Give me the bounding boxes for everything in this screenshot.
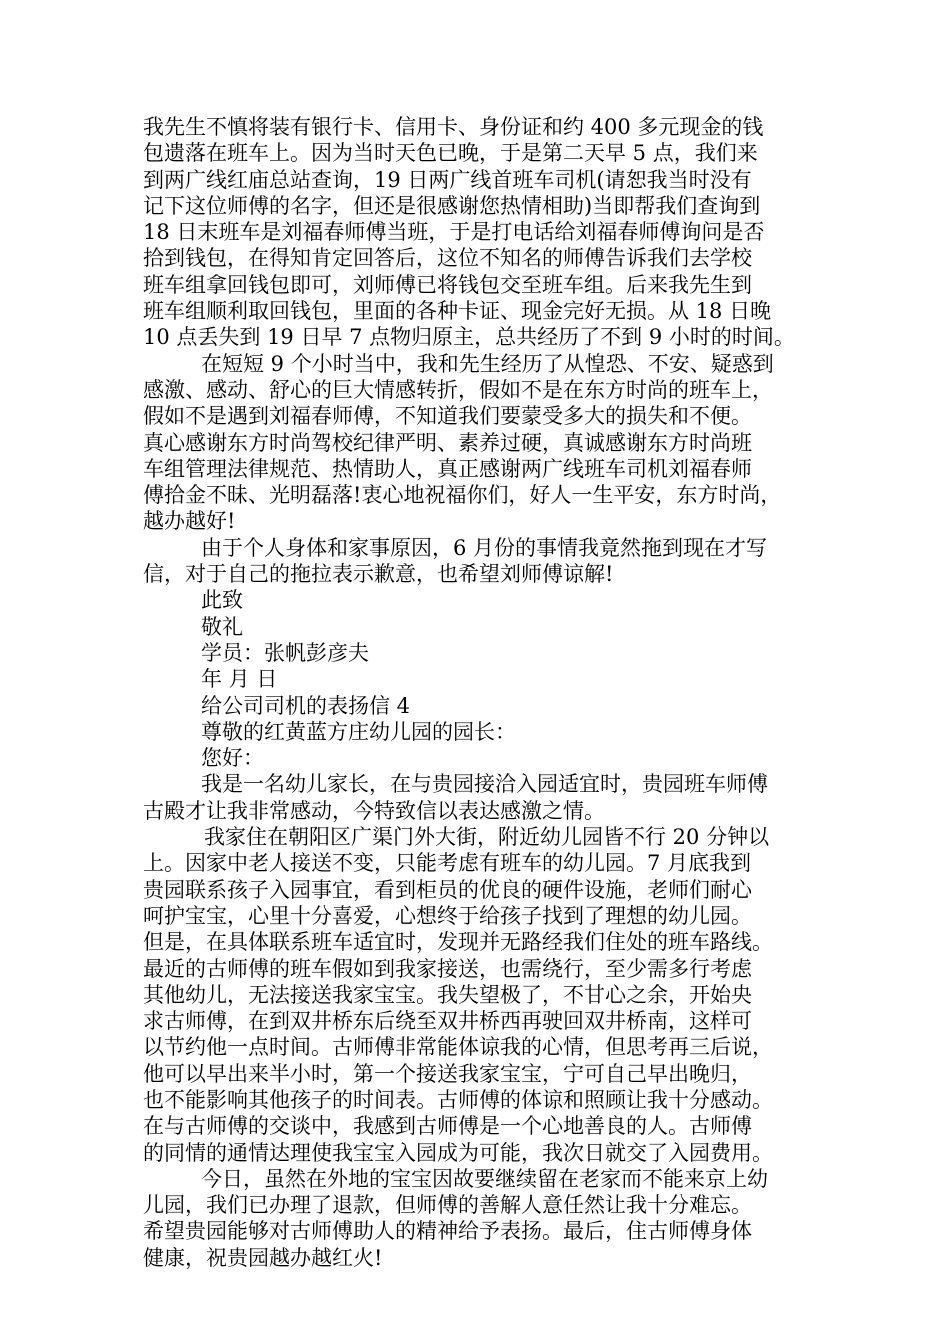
text-line: 车组管理法律规范、热情助人，真正感谢两广线班车司机刘福春师 [143,456,752,481]
text-line: 越办越好! [143,509,236,534]
document-page [143,114,823,1271]
text-line: 我先生不慎将装有银行卡、信用卡、身份证和约 400 多元现金的钱 [143,115,764,139]
text-line: 10 点丢失到 19 日早 7 点物归原主，总共经历了不到 9 小时的时间。 [143,325,795,350]
text-line: 在短短 9 个小时当中，我和先生经历了从惶恐、不安、疑惑到 [201,351,774,376]
text-line: 您好： [201,746,264,771]
text-line: 18 日末班车是刘福春师傅当班，于是打电话给刘福春师傅询问是否 [143,220,765,245]
text-line: 傅拾金不昧、光明磊落!衷心地祝福你们，好人一生平安，东方时尚， [143,483,782,508]
text-line: 拾到钱包，在得知肯定回答后，这位不知名的师傅告诉我们去学校 [143,246,752,271]
text-line: 尊敬的红黄蓝方庄幼儿园的园长： [201,719,516,744]
text-line: 学员：张帆彭彦夫 [201,640,369,665]
text-line: 真心感谢东方时尚驾校纪律严明、素养过硬，真诚感谢东方时尚班 [143,430,752,455]
text-line: 我家住在朝阳区广渠门外大街，附近幼儿园皆不行 20 分钟以 [204,825,770,850]
text-line: 求古师傅，在到双井桥东后绕至双井桥西再驶回双井桥南，这样可 [143,1009,752,1034]
text-line: 给公司司机的表扬信 4 [201,693,411,718]
text-line: 古殿才让我非常感动，今特致信以表达感激之情。 [143,798,605,823]
text-line: 此致 [201,588,243,613]
text-line: 最近的古师傅的班车假如到我家接送，也需绕行，至少需多行考虑 [143,956,752,981]
text-line: 贵园联系孩子入园事宜，看到柜员的优良的硬件设施，老师们耐心 [143,877,752,902]
text-line: 呵护宝宝，心里十分喜爱，心想终于给孩子找到了理想的幼儿园。 [143,903,752,928]
text-line: 儿园，我们已办理了退款，但师傅的善解人意任然让我十分难忘。 [143,1193,752,1218]
text-line: 在与古师傅的交谈中，我感到古师傅是一个心地善良的人。古师傅 [143,1114,752,1139]
text-line: 感激、感动、舒心的巨大情感转折，假如不是在东方时尚的班车上， [143,377,773,402]
text-line: 以节约他一点时间。古师傅非常能体谅我的心情，但思考再三后说， [143,1035,773,1060]
text-line: 记下这位师傅的名字，但还是很感谢您热情相助)当即帮我们查询到 [143,193,761,218]
text-line: 年 月 日 [201,667,278,692]
text-line: 的同情的通情达理使我宝宝入园成为可能，我次日就交了入园费用。 [143,1140,773,1165]
text-line: 他可以早出来半小时，第一个接送我家宝宝，宁可自己早出晚归， [143,1061,752,1086]
text-line: 班车组顺利取回钱包，里面的各种卡证、现金完好无损。从 18 日晚 [143,299,772,324]
text-line: 假如不是遇到刘福春师傅，不知道我们要蒙受多大的损失和不便。 [143,404,752,429]
text-line: 希望贵园能够对古师傅助人的精神给予表扬。最后，住古师傅身体 [143,1219,752,1244]
text-line: 今日，虽然在外地的宝宝因故要继续留在老家而不能来京上幼 [201,1166,768,1191]
text-line: 其他幼儿，无法接送我家宝宝。我失望极了，不甘心之余，开始央 [143,982,752,1007]
text-line: 到两广线红庙总站查询，19 日两广线首班车司机(请恕我当时没有 [143,167,752,192]
text-line: 由于个人身体和家事原因，6 月份的事情我竟然拖到现在才写 [201,535,768,560]
text-line: 上。因家中老人接送不变，只能考虑有班车的幼儿园。7 月底我到 [143,851,752,876]
text-line: 我是一名幼儿家长，在与贵园接洽入园适宜时，贵园班车师傅 [201,772,768,797]
text-line: 包遗落在班车上。因为当时天色已晚，于是第二天早 5 点，我们来 [143,141,758,166]
text-line: 但是，在具体联系班车适宜时，发现并无路经我们住处的班车路线。 [143,930,773,955]
text-line: 健康，祝贵园越办越红火! [143,1245,383,1270]
text-line: 敬礼 [201,614,243,639]
text-line: 也不能影响其他孩子的时间表。古师傅的体谅和照顾让我十分感动。 [143,1087,773,1112]
text-line: 班车组拿回钱包即可，刘师傅已将钱包交至班车组。后来我先生到 [143,272,752,297]
text-line: 信，对于自己的拖拉表示歉意，也希望刘师傅谅解! [143,562,614,587]
